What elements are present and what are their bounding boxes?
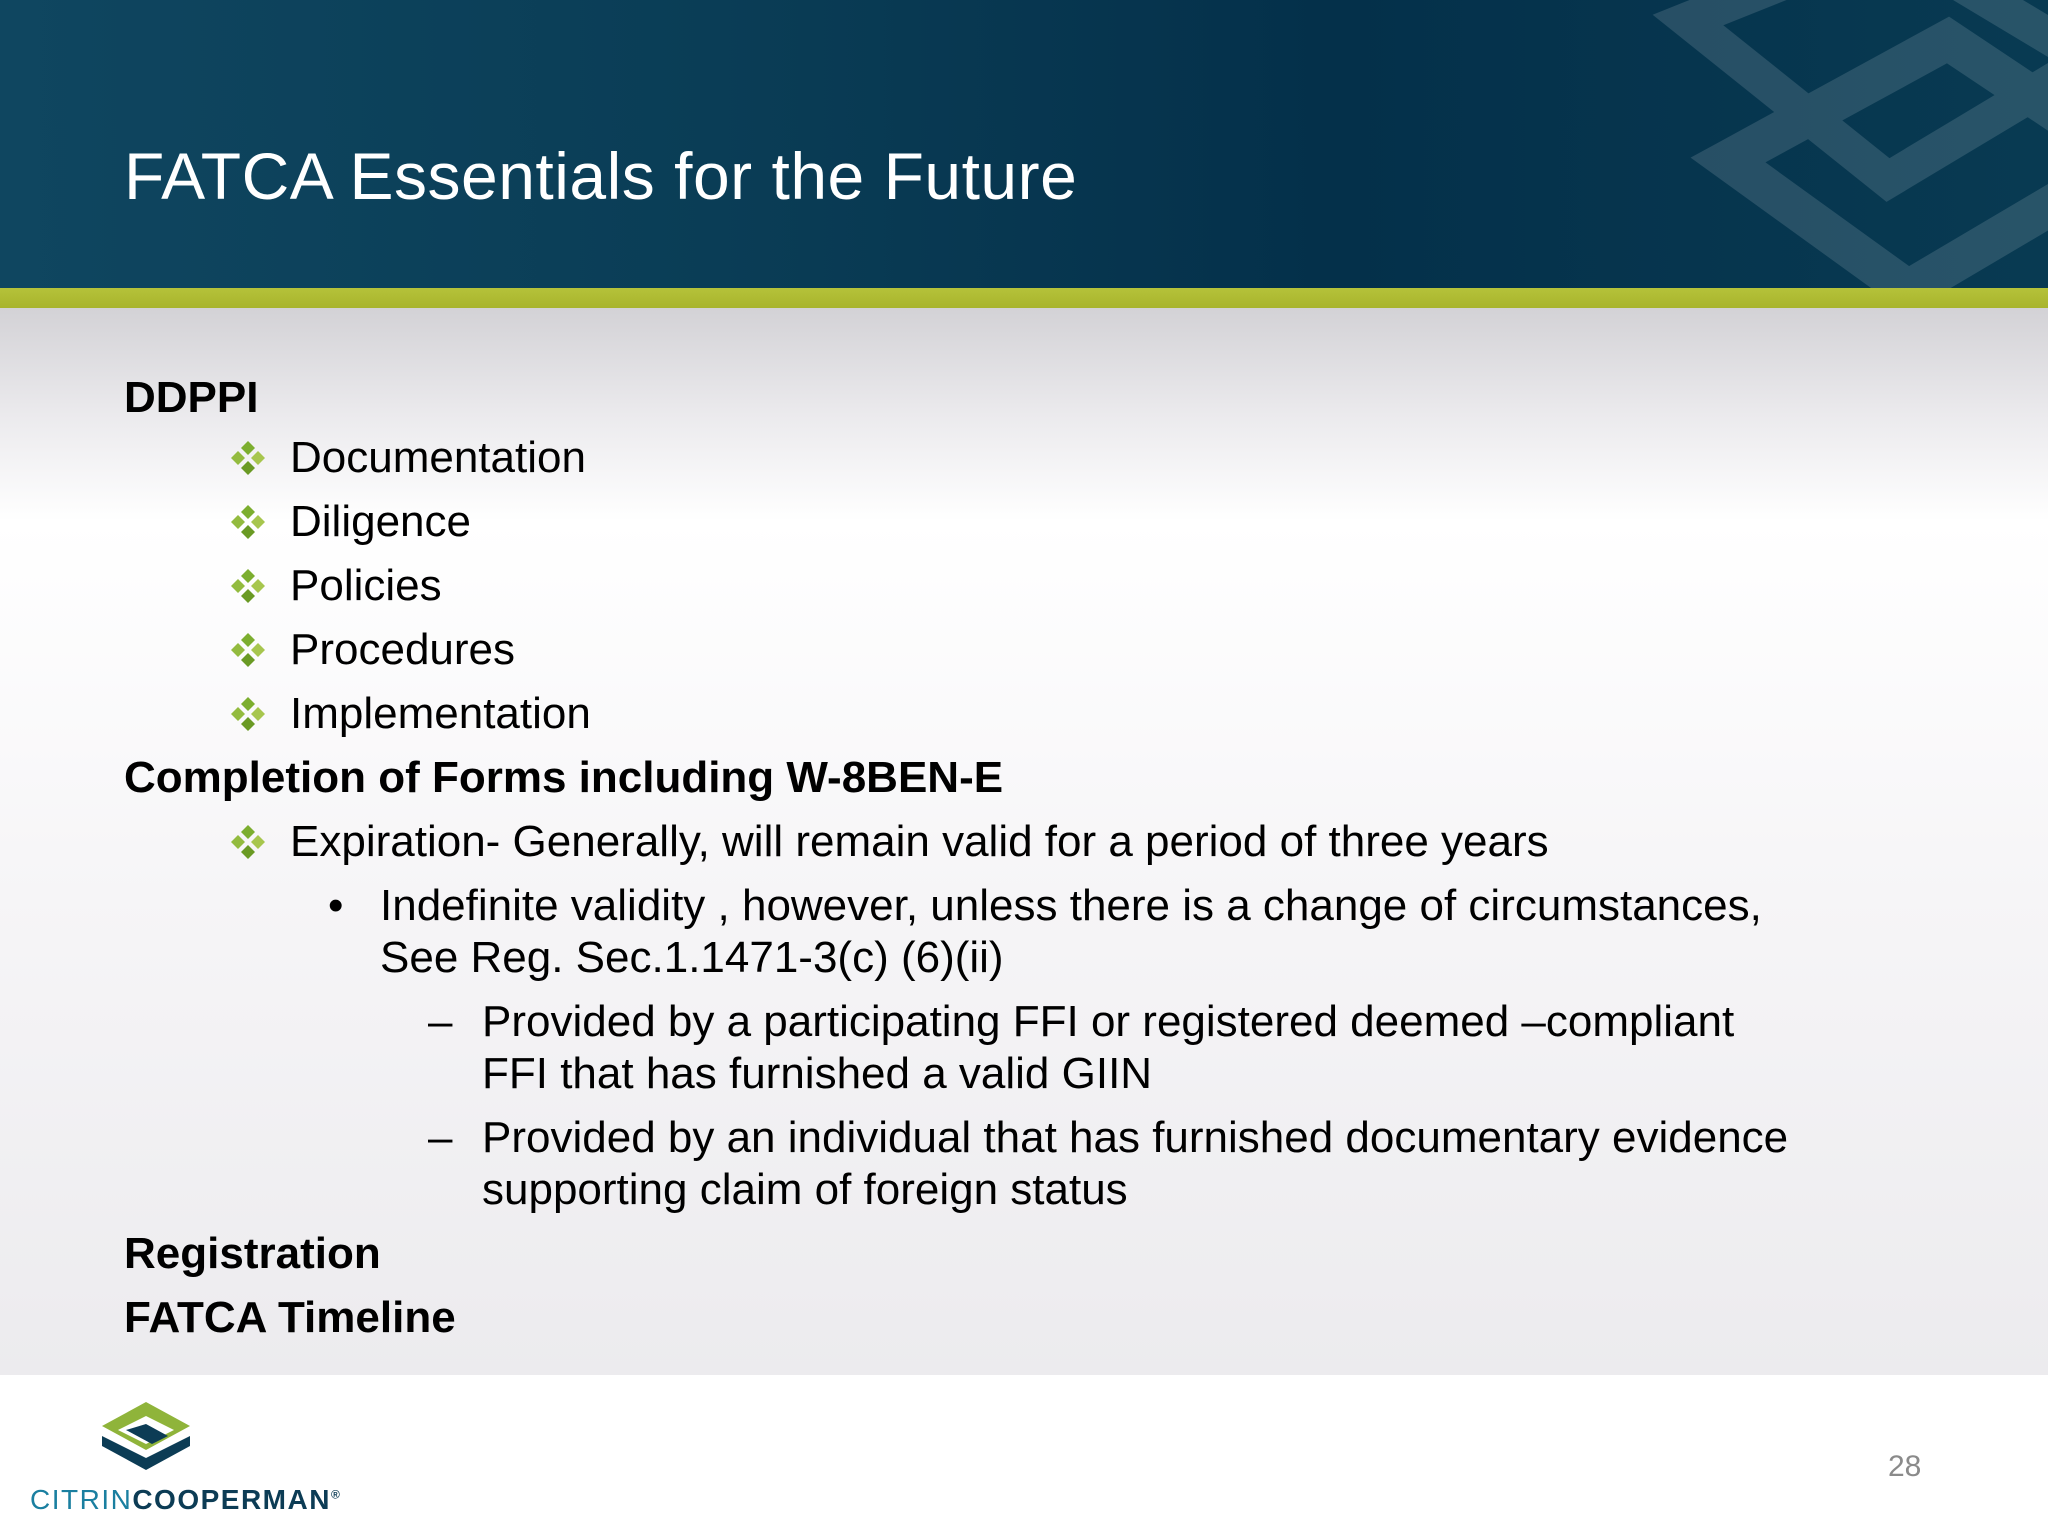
list-item-label: Expiration- Generally, will remain valid for a period of three years bbox=[290, 817, 1549, 866]
section-heading-timeline: FATCA Timeline bbox=[124, 1293, 456, 1342]
dash-item-line1: Provided by a participating FFI or registered deemed –compliant bbox=[482, 997, 1735, 1046]
dash-item-line1: Provided by an individual that has furnished documentary evidence bbox=[482, 1113, 1789, 1162]
list-item-label: Documentation bbox=[290, 433, 586, 482]
section-heading-ddppi: DDPPI bbox=[124, 373, 259, 422]
four-diamond-bullet-icon bbox=[230, 504, 266, 540]
list-item-label: Policies bbox=[290, 561, 442, 610]
list-item-label: Procedures bbox=[290, 625, 516, 674]
section-heading-forms: Completion of Forms including W-8BEN-E bbox=[124, 753, 1004, 802]
dash-item-line2: supporting claim of foreign status bbox=[482, 1165, 1128, 1214]
slide-title: FATCA Essentials for the Future bbox=[124, 139, 1078, 213]
logo-text-citrin: CITRIN bbox=[30, 1484, 133, 1515]
four-diamond-bullet-icon bbox=[230, 632, 266, 668]
header-decoration bbox=[1528, 0, 2048, 288]
logo-text-cooperman: COOPERMAN bbox=[132, 1484, 331, 1515]
list-item-label: Implementation bbox=[290, 689, 591, 738]
sub-list-item-line2: See Reg. Sec.1.1471-3(c) (6)(ii) bbox=[380, 933, 1004, 982]
citrin-cooperman-logo-icon bbox=[96, 1400, 196, 1472]
slide-header bbox=[0, 0, 2048, 288]
dash-item-line2: FFI that has furnished a valid GIIN bbox=[482, 1049, 1153, 1098]
accent-bar bbox=[0, 288, 2048, 308]
company-logo-text bbox=[30, 1484, 341, 1516]
dash-marker: – bbox=[428, 997, 453, 1046]
section-heading-registration: Registration bbox=[124, 1229, 381, 1278]
four-diamond-bullet-icon bbox=[230, 440, 266, 476]
registered-mark: ® bbox=[330, 1487, 342, 1502]
four-diamond-bullet-icon bbox=[230, 568, 266, 604]
page-number: 28 bbox=[1888, 1450, 1922, 1483]
four-diamond-bullet-icon bbox=[230, 696, 266, 732]
bullet-dot: • bbox=[328, 881, 344, 930]
four-diamond-bullet-icon bbox=[230, 824, 266, 860]
list-item-label: Diligence bbox=[290, 497, 471, 546]
dash-marker: – bbox=[428, 1113, 453, 1162]
sub-list-item-line1: Indefinite validity , however, unless there is a change of circumstances, bbox=[380, 881, 1762, 930]
